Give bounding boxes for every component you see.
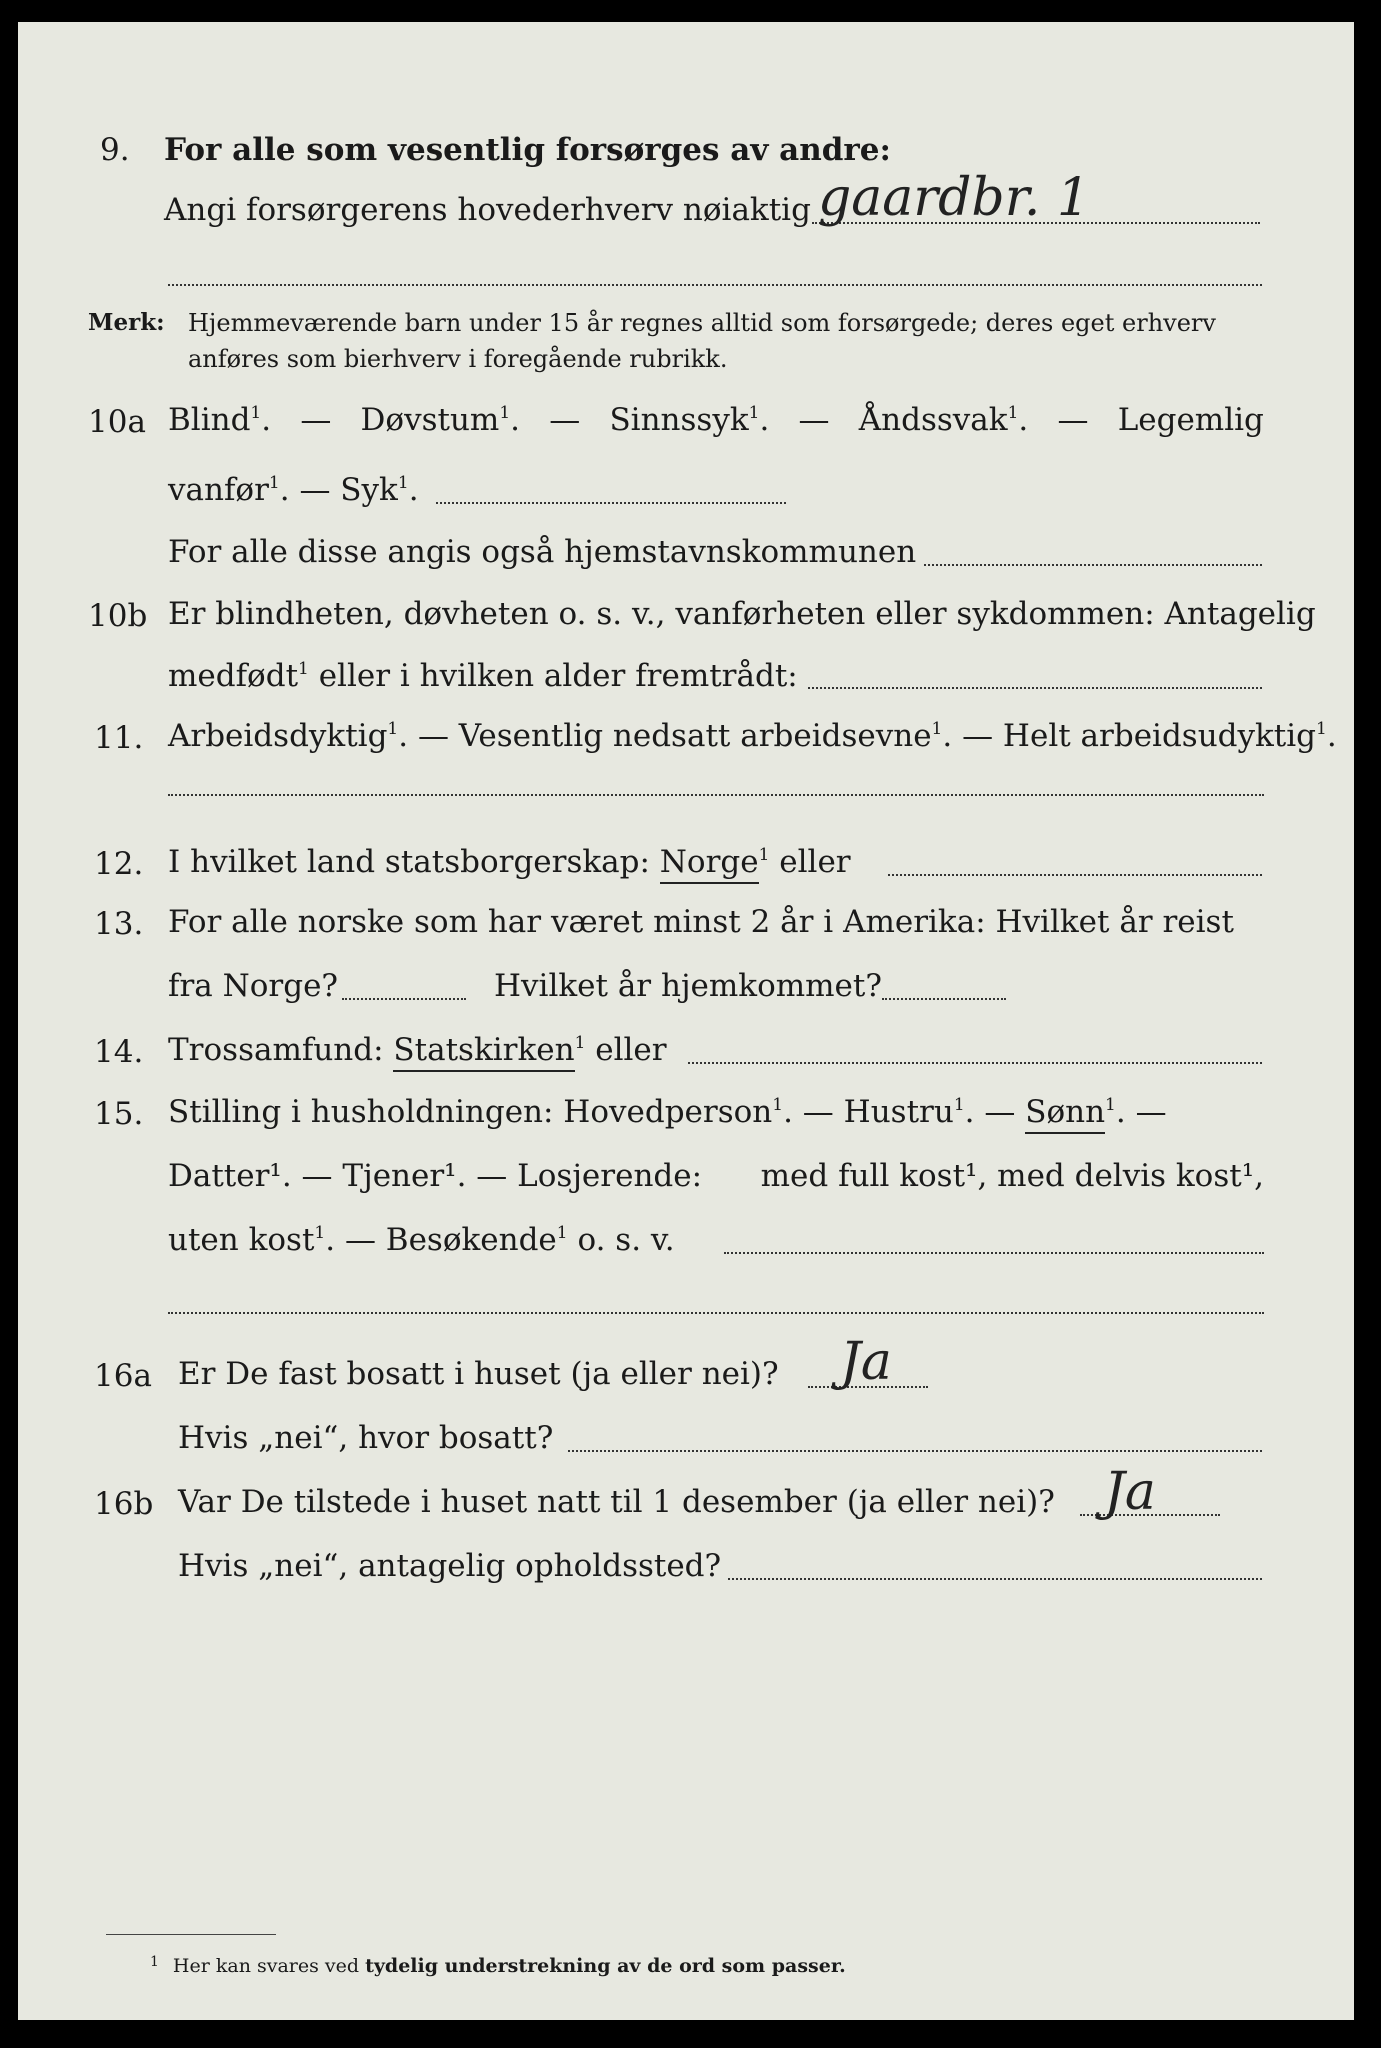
q13-line1: For alle norske som har været minst 2 år i Amerika: Hvilket år reist: [168, 904, 1234, 940]
q16b-line2: Hvis „nei“, antagelig opholdssted?: [178, 1548, 722, 1584]
q16b-number: 16b: [94, 1486, 154, 1522]
q15-line1: Stilling i husholdningen: Hovedperson$^1$. — Hustru$^1$. — Sønn$^1$. —: [168, 1092, 1167, 1132]
q10a-legemlig: Legemlig: [1117, 402, 1264, 438]
q14-number: 14.: [94, 1034, 144, 1070]
q10a-line1: [168, 400, 1264, 440]
q13-hjemkommet-line[interactable]: [882, 998, 1006, 1000]
q14-answer-line[interactable]: [688, 1062, 1262, 1064]
q10a-line2: vanfør$^1$. — Syk$^1$.: [168, 472, 419, 508]
q9-line1: For alle som vesentlig forsørges av andre:: [164, 132, 891, 168]
q10b-line2: medfødt$^1$ eller i hvilken alder fremtrådt:: [168, 658, 798, 694]
dash: —: [1057, 402, 1089, 438]
q13-line2b: Hvilket år hjemkommet?: [494, 968, 882, 1004]
q9-extra-line[interactable]: [168, 284, 1262, 286]
q10a-line3: For alle disse angis også hjemstavnskommunen: [168, 534, 917, 570]
q9-handwritten-answer: gaardbr. 1: [818, 168, 1091, 228]
q16a-line2: Hvis „nei“, hvor bosatt?: [178, 1420, 554, 1456]
q10b-answer-line[interactable]: [808, 687, 1262, 689]
footnote-rule: [106, 1934, 276, 1935]
footnote: $^1$ Her kan svares ved tydelig understrekning av de ord som passer.: [150, 1954, 846, 1977]
q12-answer-line[interactable]: [888, 874, 1262, 876]
dash: —: [798, 402, 830, 438]
q16b-line1: Var De tilstede i huset natt til 1 desember (ja eller nei)?: [178, 1484, 1055, 1520]
q15-answer-line[interactable]: [724, 1252, 1264, 1254]
q10b-line1: Er blindheten, døvheten o. s. v., vanførheten eller sykdommen: Antagelig: [168, 596, 1316, 632]
census-form-page: [18, 22, 1354, 2020]
q14-line: Trossamfund: Statskirken$^1$ eller: [168, 1030, 667, 1070]
dash: —: [549, 402, 581, 438]
q16a-bosatt-line[interactable]: [568, 1450, 1262, 1452]
q10a-sinnssyk: Sinnssyk$^1$.: [609, 402, 770, 438]
q16a-number: 16a: [94, 1358, 152, 1394]
q10a-syk-line[interactable]: [436, 502, 786, 504]
q16b-handwritten-answer: Ja: [1104, 1462, 1156, 1522]
q11-line: Arbeidsdyktig$^1$. — Vesentlig nedsatt arbeidsevne$^1$. — Helt arbeidsudyktig$^1$.: [168, 718, 1337, 754]
merk-label: Merk:: [88, 309, 165, 336]
q15-line2: Datter¹. — Tjener¹. — Losjerende: med full kost¹, med delvis kost¹,: [168, 1158, 1264, 1194]
q16a-handwritten-answer: Ja: [840, 1332, 892, 1392]
dash: —: [300, 402, 332, 438]
q10a-blind: Blind$^1$.: [168, 402, 272, 438]
q9-number: 9.: [100, 132, 130, 168]
q16a-line1: Er De fast bosatt i huset (ja eller nei)?: [178, 1356, 779, 1392]
q11-answer-line[interactable]: [168, 794, 1264, 796]
q15-sonn-underlined: Sønn: [1025, 1094, 1105, 1134]
q13-number: 13.: [94, 906, 144, 942]
q10a-number: 10a: [88, 404, 146, 440]
q12-line: I hvilket land statsborgerskap: Norge$^1$ eller: [168, 842, 851, 882]
merk-line1: Hjemmeværende barn under 15 år regnes alltid som forsørgede; deres eget erhverv: [188, 309, 1216, 337]
q14-statskirken-underlined: Statskirken: [393, 1032, 574, 1072]
q10b-number: 10b: [88, 598, 148, 634]
q12-norge-underlined: Norge: [660, 844, 759, 884]
q15-line3: uten kost$^1$. — Besøkende$^1$ o. s. v.: [168, 1222, 675, 1258]
q10a-andssvak: Åndssvak$^1$.: [858, 402, 1029, 438]
q13-reist-line[interactable]: [342, 998, 466, 1000]
merk-line2: anføres som bierhverv i foregående rubrikk.: [188, 345, 728, 373]
q13-line2a: fra Norge?: [168, 968, 339, 1004]
q9-line2: Angi forsørgerens hovederhverv nøiaktig: [164, 192, 811, 228]
q15-extra-line[interactable]: [168, 1312, 1264, 1314]
q12-number: 12.: [94, 846, 144, 882]
q16b-opholdssted-line[interactable]: [728, 1578, 1262, 1580]
q10a-dovstum: Døvstum$^1$.: [360, 402, 520, 438]
q11-number: 11.: [94, 720, 144, 756]
q15-number: 15.: [94, 1096, 144, 1132]
q10a-hjemstavn-line[interactable]: [924, 564, 1262, 566]
